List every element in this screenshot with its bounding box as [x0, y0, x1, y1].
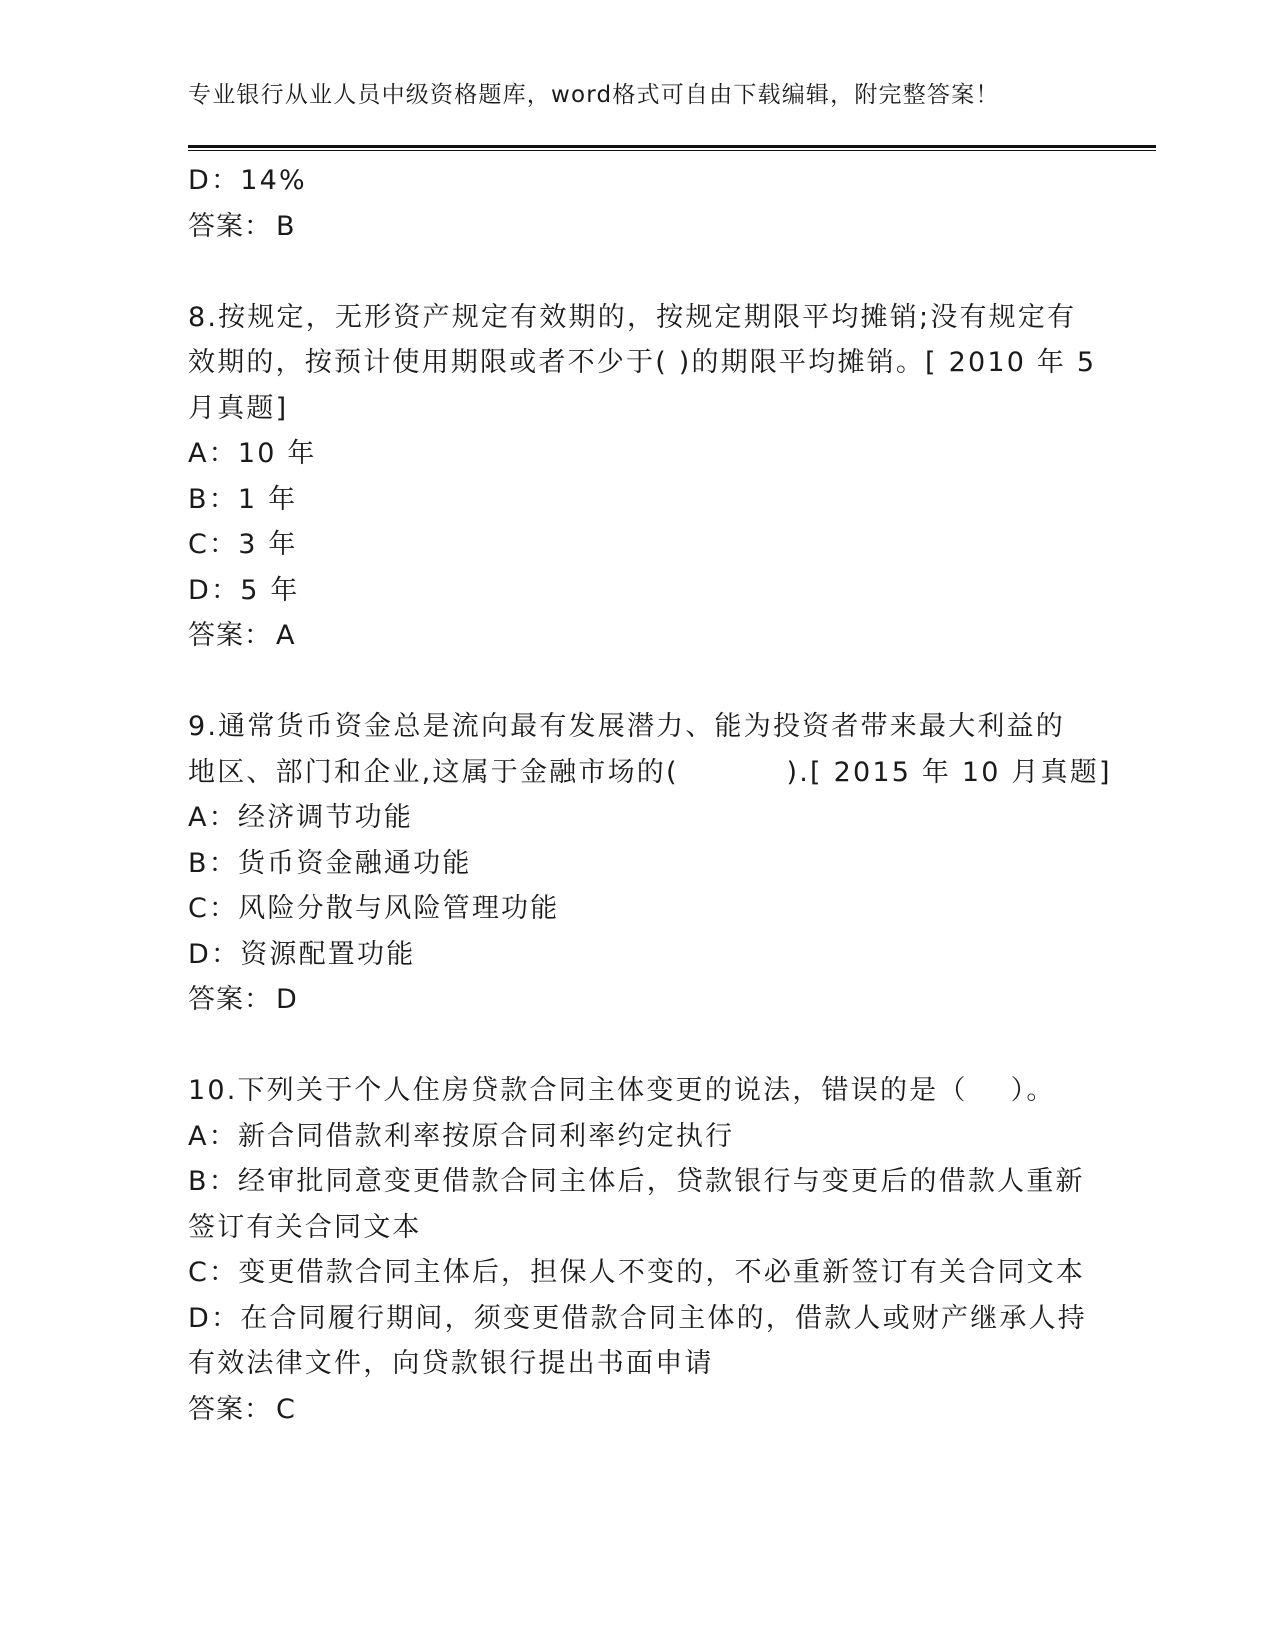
- spacer: [188, 249, 1088, 295]
- answer-label: 答案：: [188, 984, 272, 1015]
- option-d: D：5 年: [188, 574, 300, 606]
- prev-question-tail: [188, 158, 1088, 249]
- spacer: [188, 659, 1088, 705]
- answer-line: [188, 613, 1088, 659]
- header-rule-thick: [188, 145, 1156, 148]
- page-header-text: 专业银行从业人员中级资格题库，word格式可自由下载编辑，附完整答案！: [188, 82, 1000, 108]
- question-stem-line: 月真题]: [188, 392, 289, 424]
- option-d-continued: 有效法律文件，向贷款银行提出书面申请: [188, 1348, 714, 1379]
- question-10: [188, 1068, 1088, 1432]
- question-stem-line: 效期的，按预计使用期限或者不少于( )的期限平均摊销。[ 2010 年 5: [188, 347, 1097, 378]
- question-stem-line: 地区、部门和企业,这属于金融市场的( ).[ 2015 年 10 月真题]: [188, 756, 1112, 788]
- option-d: D：资源配置功能: [188, 938, 416, 970]
- option-b: B：货币资金融通功能: [188, 847, 472, 879]
- option-d: D：在合同履行期间，须变更借款合同主体的，借款人或财产继承人持: [188, 1302, 1087, 1334]
- option-a: A：经济调节功能: [188, 802, 414, 833]
- option-c: C：3 年: [188, 529, 298, 560]
- option-b: B：1 年: [188, 483, 298, 515]
- answer-value: B: [276, 210, 296, 242]
- answer-label: 答案：: [188, 620, 272, 651]
- option-c: C：变更借款合同主体后，担保人不变的，不必重新签订有关合同文本: [188, 1257, 1086, 1288]
- answer-line: [188, 977, 1088, 1023]
- option-c: C：风险分散与风险管理功能: [188, 893, 560, 924]
- spacer: [188, 1023, 1088, 1069]
- option-d: D：14%: [188, 165, 307, 196]
- answer-value: C: [276, 1393, 296, 1425]
- option-b-continued: 签订有关合同文本: [188, 1211, 422, 1243]
- question-stem-line: 10.下列关于个人住房贷款合同主体变更的说法，错误的是（ ）。: [188, 1075, 1056, 1106]
- answer-value: D: [276, 984, 298, 1015]
- question-9: [188, 704, 1112, 1023]
- answer-label: 答案：: [188, 1393, 272, 1425]
- answer-line: [188, 1387, 1088, 1433]
- option-b: B：经审批同意变更借款合同主体后，贷款银行与变更后的借款人重新: [188, 1166, 1085, 1197]
- answer-line: [188, 204, 1088, 250]
- option-a: A：10 年: [188, 438, 317, 469]
- option-a: A：新合同借款利率按原合同利率约定执行: [188, 1120, 735, 1152]
- question-stem-line: 8.按规定，无形资产规定有效期的，按规定期限平均摊销;没有规定有: [188, 301, 1077, 333]
- question-content: [188, 158, 1112, 1432]
- question-stem-line: 9.通常货币资金总是流向最有发展潜力、能为投资者带来最大利益的: [188, 711, 1065, 742]
- question-8: [188, 295, 1097, 659]
- answer-value: A: [276, 620, 296, 651]
- answer-label: 答案：: [188, 210, 272, 242]
- header-rule-thin: [188, 150, 1156, 151]
